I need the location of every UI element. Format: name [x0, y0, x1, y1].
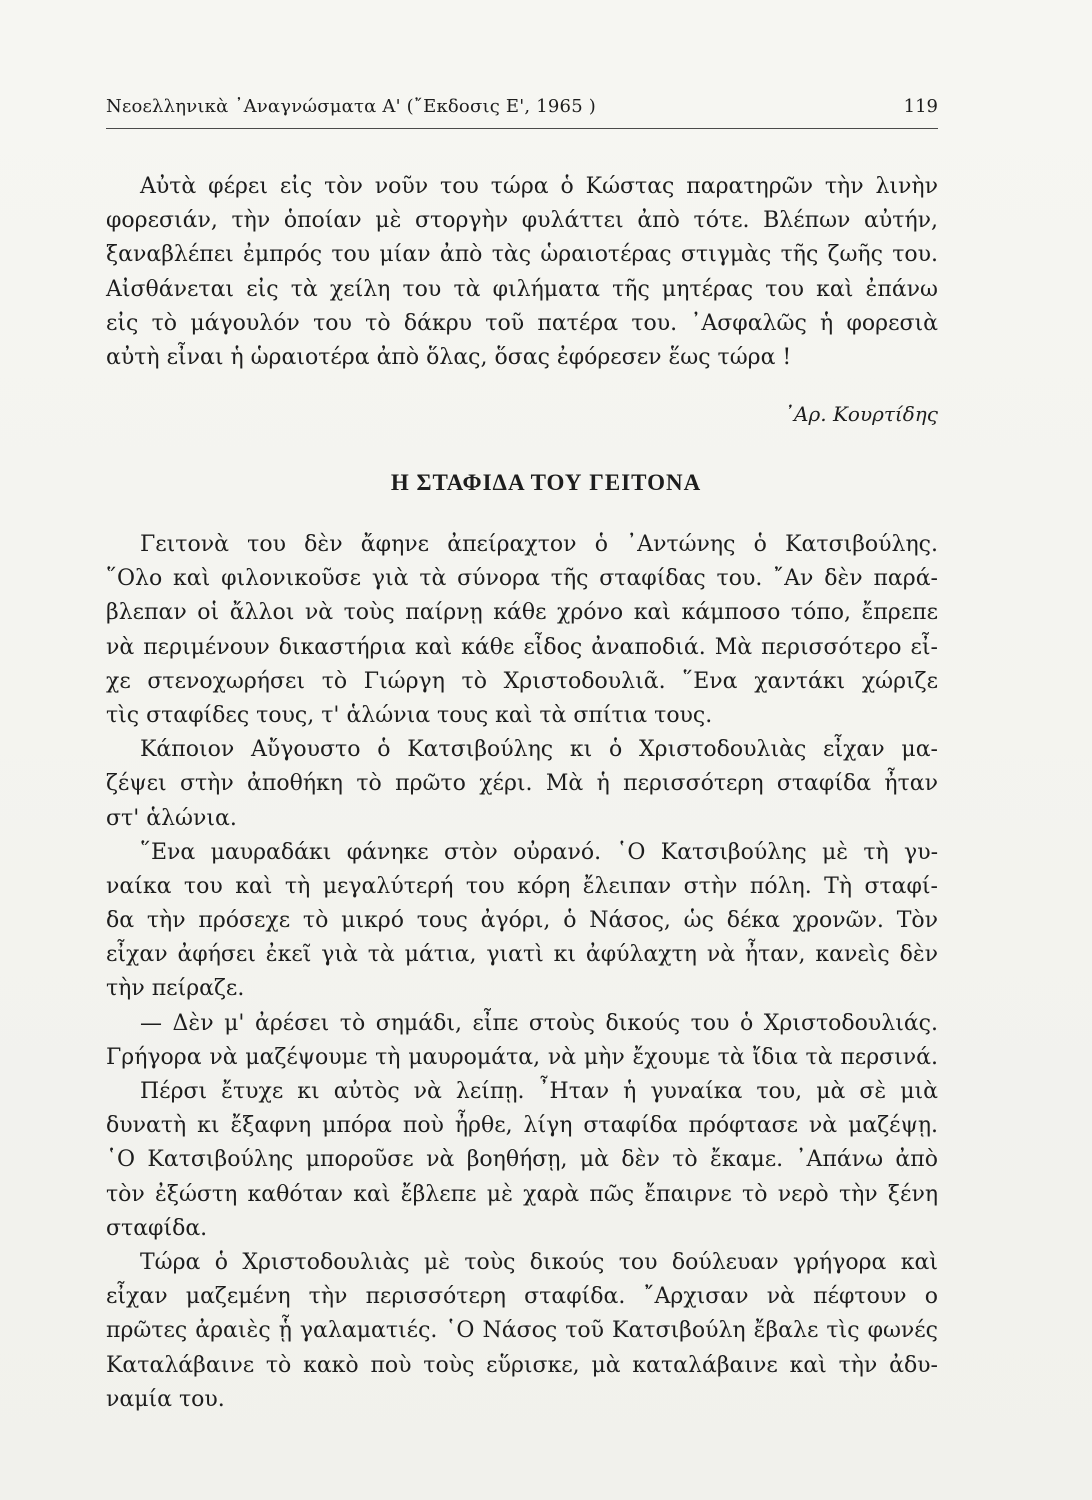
story-line: πρῶτες ἀραιὲς ᾗ γαλαματιές. ῾Ο Νάσος τοῦ Κατσιβούλη ἔβαλε τὶς φωνές [106, 1318, 938, 1344]
story-line: Γειτονὰ του δὲν ἄφηνε ἀπείραχτον ὁ ᾽Αντώνης ὁ Κατσιβούλης. [140, 532, 938, 557]
section-1-line: φορεσιάν, τὴν ὁποίαν μὲ στοργὴν φυλάττει ἀπὸ τότε. Βλέπων αὐτήν, [106, 208, 938, 234]
story-line: — Δὲν μ' ἀρέσει τὸ σημάδι, εἶπε στοὺς δικούς του ὁ Χριστοδουλιάς. [140, 1010, 938, 1036]
story-line: χε στενοχωρήσει τὸ Γιώργη τὸ Χριστοδουλιᾶ. ῞Ενα χαντάκι χώριζε [106, 668, 938, 694]
story-line: Καταλάβαινε τὸ κακὸ ποὺ τοὺς εὕρισκε, μὰ καταλάβαινε καὶ τὴν ἀδυ- [106, 1352, 938, 1378]
story-line: τὴν πείραζε. [106, 976, 245, 1002]
story-line: ζέψει στὴν ἀποθήκη τὸ πρῶτο χέρι. Μὰ ἡ περισσότερη σταφίδα ἦταν [106, 771, 938, 797]
running-head: Νεοελληνικὰ ᾽Αναγνώσματα Α' (῎Εκδοσις Ε', 1965 ) [106, 96, 597, 117]
section-1-line: Αὐτὰ φέρει εἰς τὸν νοῦν του τώρα ὁ Κώστας παρατηρῶν τὴν λινὴν [140, 174, 938, 199]
section-1-line: Αἰσθάνεται εἰς τὰ χείλη του τὰ φιλήματα τῆς μητέρας του καὶ ἐπάνω [106, 276, 938, 302]
story-line: ῞Ενα μαυραδάκι φάνηκε στὸν οὐρανό. ῾Ο Κατσιβούλης μὲ τὴ γυ- [140, 839, 938, 865]
story-line: εἶχαν ἀφήσει ἐκεῖ γιὰ τὰ μάτια, γιατὶ κι ἀφύλαχτη νὰ ἦταν, κανεὶς δὲν [106, 942, 938, 968]
section-1 [106, 170, 938, 375]
story-line: Πέρσι ἔτυχε κι αὐτὸς νὰ λείπῃ. ῏Ηταν ἡ γυναίκα του, μὰ σὲ μιὰ [140, 1079, 938, 1104]
story-line: εἶχαν μαζεμένη τὴν περισσότερη σταφίδα. ῎Αρχισαν νὰ πέφτουν ο [106, 1284, 938, 1310]
story-line: Γρήγορα νὰ μαζέψουμε τὴ μαυρομάτα, νὰ μὴν ἔχουμε τὰ ἴδια τὰ περσινά. [106, 1044, 938, 1070]
story-line: Κάποιον Αὔγουστο ὁ Κατσιβούλης κι ὁ Χριστοδουλιὰς εἶχαν μα- [140, 737, 938, 763]
story-line: Τώρα ὁ Χριστοδουλιὰς μὲ τοὺς δικούς του δούλευαν γρήγορα καὶ [140, 1249, 938, 1275]
story-body [106, 528, 938, 1417]
story-line: βλεπαν οἱ ἄλλοι νὰ τοὺς παίρνῃ κάθε χρόνο καὶ κάμποσο τόπο, ἔπρεπε [106, 600, 938, 626]
story-line: στ' ἁλώνια. [106, 805, 237, 831]
story-line: ῾Ο Κατσιβούλης μποροῦσε νὰ βοηθήσῃ, μὰ δὲν τὸ ἔκαμε. ᾽Απάνω ἀπὸ [106, 1147, 938, 1173]
section-1-line: αὐτὴ εἶναι ἡ ὡραιοτέρα ἀπὸ ὅλας, ὅσας ἐφόρεσεν ἕως τώρα ! [106, 344, 792, 370]
story-line: τὶς σταφίδες τους, τ' ἁλώνια τους καὶ τὰ σπίτια τους. [106, 702, 713, 728]
story-line: ναίκα του καὶ τὴ μεγαλύτερή του κόρη ἔλειπαν στὴν πόλη. Τὴ σταφί- [106, 873, 938, 899]
story-line: ῞Ολο καὶ φιλονικοῦσε γιὰ τὰ σύνορα τῆς σταφίδας του. ῎Αν δὲν παρά- [106, 566, 938, 592]
section-1-line: εἰς τὸ μάγουλόν του τὸ δάκρυ τοῦ πατέρα του. ᾽Ασφαλῶς ἡ φορεσιὰ [106, 310, 938, 336]
story-line: δα τὴν πρόσεχε τὸ μικρό τους ἀγόρι, ὁ Νάσος, ὡς δέκα χρονῶν. Τὸν [106, 908, 938, 934]
story-line: δυνατὴ κι ἔξαφνη μπόρα ποὺ ἦρθε, λίγη σταφίδα πρόφτασε νὰ μαζέψῃ. [106, 1113, 938, 1139]
page-number: 119 [903, 96, 938, 117]
story-line: τὸν ἐξώστη καθόταν καὶ ἔβλεπε μὲ χαρὰ πῶς ἔπαιρνε τὸ νερὸ τὴν ξένη [106, 1181, 938, 1207]
story-line: σταφίδα. [106, 1215, 208, 1241]
story-title: Η ΣΤΑΦΙΔΑ ΤΟΥ ΓΕΙΤΟΝΑ [390, 470, 702, 495]
author-signature: ᾽Αρ. Κουρτίδης [784, 402, 938, 426]
page-header [106, 92, 938, 129]
section-1-line: ξαναβλέπει ἐμπρός του μίαν ἀπὸ τὰς ὡραιοτέρας στιγμὰς τῆς ζωῆς του. [106, 242, 938, 268]
story-line: ναμία του. [106, 1386, 225, 1412]
story-line: νὰ περιμένουν δικαστήρια καὶ κάθε εἶδος ἀναποδιά. Μὰ περισσότερο εἶ- [106, 634, 938, 660]
